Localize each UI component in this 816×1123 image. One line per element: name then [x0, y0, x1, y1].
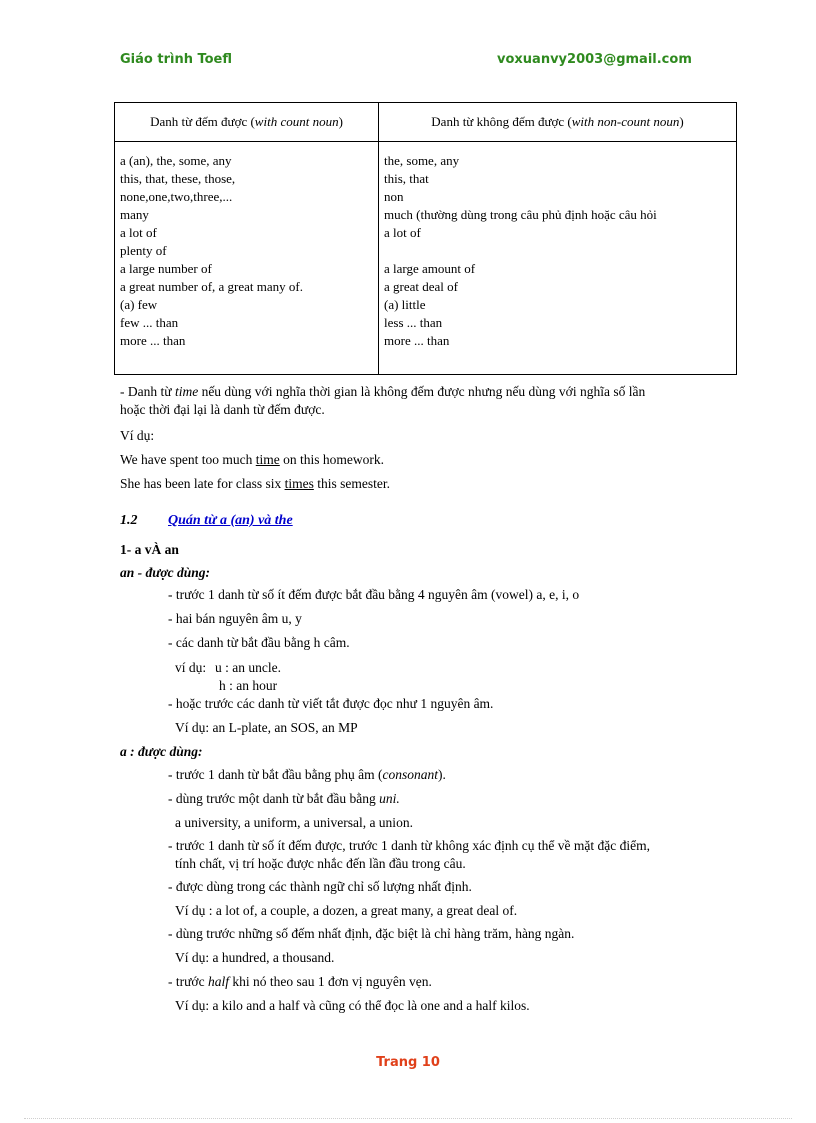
note-line-2: hoặc thời đại lại là danh từ đếm được. — [120, 402, 325, 417]
note-line-1: - Danh từ time nếu dùng với nghĩa thời gian là không đếm được nhưng nếu dùng với nghĩa số lần — [120, 384, 646, 399]
a-usage-example: a university, a uniform, a universal, a union. — [175, 815, 413, 830]
table-item: a large amount of — [384, 261, 476, 276]
a-usage-example: Ví dụ : a lot of, a couple, a dozen, a great many, a great deal of. — [175, 903, 518, 918]
a-usage-item: - dùng trước một danh từ bắt đầu bằng uni. — [168, 791, 400, 806]
section-title-link[interactable]: Quán từ a (an) và the — [168, 513, 293, 528]
table-cell-noncount — [379, 142, 737, 375]
table-item: non — [384, 189, 404, 204]
page-number: Trang 10 — [376, 1055, 440, 1070]
an-usage-item: - trước 1 danh từ số ít đếm được bắt đầu bằng 4 nguyên âm (vowel) a, e, i, o — [168, 587, 580, 602]
an-example-h: h : an hour — [219, 678, 278, 693]
table-item: none,one,two,three,... — [120, 189, 233, 204]
example-label: Ví dụ: — [120, 428, 155, 443]
an-usage-item: - hoặc trước các danh từ viết tắt được đọc như 1 nguyên âm. — [168, 696, 494, 711]
an-usage-item: - các danh từ bắt đầu bằng h câm. — [168, 635, 350, 650]
header-email[interactable]: voxuanvy2003@gmail.com — [497, 52, 692, 67]
subsection-heading: 1- a vÀ an — [120, 542, 179, 557]
table-item: (a) little — [384, 297, 426, 312]
table-item: more ... than — [384, 333, 450, 348]
table-item: many — [120, 207, 149, 222]
a-usage-item: - dùng trước những số đếm nhất định, đặc biệt là chỉ hàng trăm, hàng ngàn. — [168, 926, 575, 941]
example-sentence-2: She has been late for class six times this semester. — [120, 476, 390, 491]
table-item: a great number of, a great many of. — [120, 279, 304, 294]
table-item: (a) few — [120, 297, 158, 312]
a-usage-item: - trước 1 danh từ bắt đầu bằng phụ âm (consonant). — [168, 767, 446, 782]
table-item: less ... than — [384, 315, 443, 330]
a-usage-label: a : được dùng: — [120, 744, 203, 759]
table-item — [384, 242, 731, 260]
table-cell-count — [115, 142, 379, 375]
a-usage-example: Ví dụ: a hundred, a thousand. — [175, 950, 335, 965]
table-item: a great deal of — [384, 279, 458, 294]
an-example-u: u : an uncle. — [215, 660, 281, 675]
table-item: much (thường dùng trong câu phủ định hoặc câu hỏi — [384, 207, 657, 222]
noun-quantifier-table — [114, 102, 737, 375]
an-usage-label: an - được dùng: — [120, 565, 210, 580]
a-usage-item: - trước 1 danh từ số ít đếm được, trước 1 danh từ không xác định cụ thể về mặt đặc điểm, — [168, 838, 651, 853]
a-usage-example: Ví dụ: a kilo and a half và cũng có thể đọc là one and a half kilos. — [175, 998, 530, 1013]
table-item: more ... than — [120, 333, 186, 348]
header-title: Giáo trình Toefl — [120, 52, 232, 67]
section-number: 1.2 — [120, 513, 138, 528]
example-sentence-1: We have spent too much time on this homework. — [120, 452, 385, 467]
table-item: a (an), the, some, any — [120, 153, 232, 168]
an-usage-item: - hai bán nguyên âm u, y — [168, 611, 302, 626]
table-item: few ... than — [120, 315, 179, 330]
bottom-divider — [24, 1118, 792, 1119]
table-item: plenty of — [120, 243, 167, 258]
an-example-label: ví dụ: — [175, 660, 207, 675]
section-heading — [120, 513, 293, 529]
table-item: a lot of — [120, 225, 157, 240]
table-item: this, that, these, those, — [120, 171, 236, 186]
an-example-abbrev: Ví dụ: an L-plate, an SOS, an MP — [175, 720, 358, 735]
a-usage-item: - trước half khi nó theo sau 1 đơn vị nguyên vẹn. — [168, 974, 432, 989]
table-header-count: Danh từ đếm được (with count noun) — [115, 103, 379, 142]
table-header-noncount: Danh từ không đếm được (with non-count noun) — [379, 103, 737, 142]
table-item: a large number of — [120, 261, 212, 276]
a-usage-item-cont: tính chất, vị trí hoặc được nhắc đến lần đầu trong câu. — [175, 856, 466, 871]
table-item: the, some, any — [384, 153, 460, 168]
table-item: a lot of — [384, 225, 421, 240]
a-usage-item: - được dùng trong các thành ngữ chỉ số lượng nhất định. — [168, 879, 472, 894]
table-item: this, that — [384, 171, 429, 186]
